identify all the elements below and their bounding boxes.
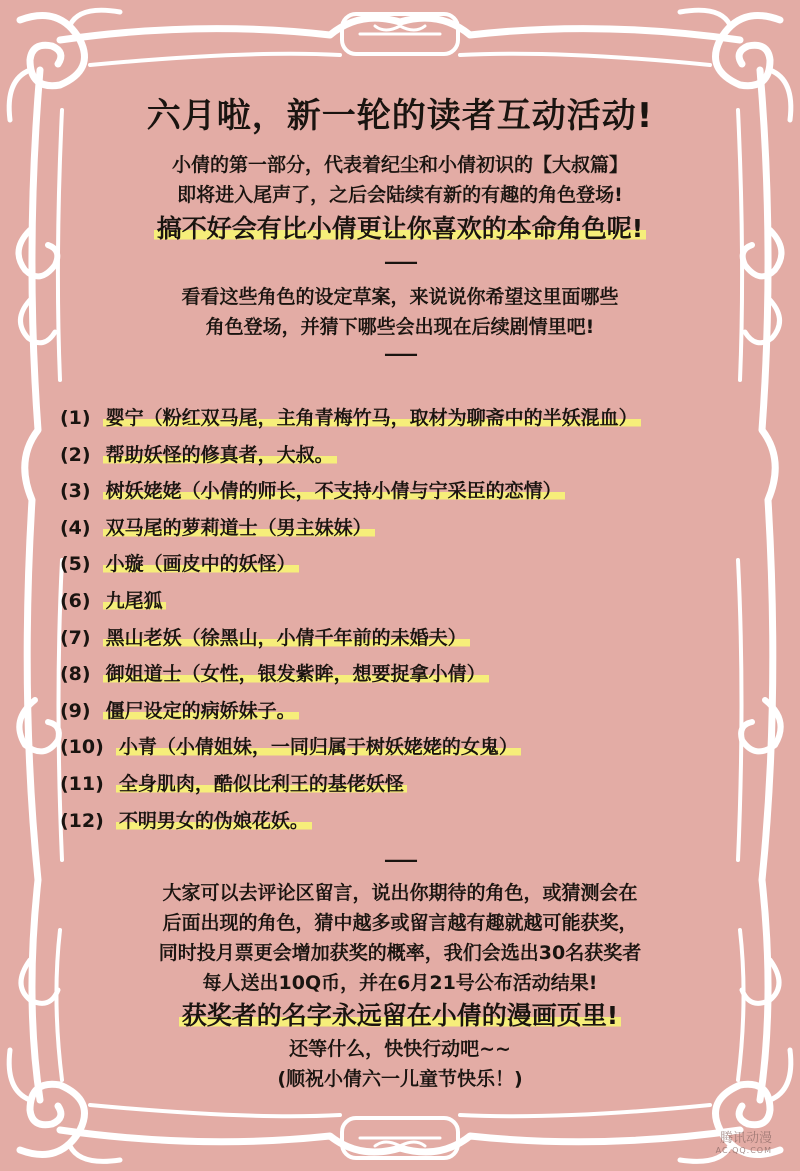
outro-line: 同时投月票更会增加获奖的概率，我们会选出30名获奖者	[158, 942, 642, 964]
character-list	[60, 400, 760, 839]
item-text: 婴宁（粉红双马尾，主角青梅竹马，取材为聊斋中的半妖混血）	[103, 407, 641, 429]
list-item	[60, 766, 760, 803]
list-item	[60, 803, 760, 840]
list-item	[60, 729, 760, 766]
item-number: (11)	[60, 772, 104, 795]
intro-highlight	[0, 210, 800, 248]
item-number: (12)	[60, 809, 104, 832]
outro-highlight-text: 获奖者的名字永远留在小倩的漫画页里!	[179, 1001, 621, 1030]
item-number: (8)	[60, 663, 91, 686]
outro-line: 每人送出10Q币，并在6月21号公布活动结果!	[202, 972, 598, 994]
outro-highlight	[0, 998, 800, 1034]
item-text: 双马尾的萝莉道士（男主妹妹）	[103, 517, 375, 539]
prompt-block	[0, 282, 800, 342]
item-number: (6)	[60, 589, 91, 612]
list-item	[60, 473, 760, 510]
list-item	[60, 620, 760, 657]
item-text: 全身肌肉，酷似比利王的基佬妖怪	[116, 773, 407, 795]
outro-line: 大家可以去评论区留言，说出你期待的角色，或猜测会在	[162, 882, 638, 904]
prompt-line: 看看这些角色的设定草案，来说说你希望这里面哪些	[181, 286, 619, 308]
outro-line: 后面出现的角色，猜中越多或留言越有趣就越可能获奖，	[162, 912, 638, 934]
intro-line: 即将进入尾声了，之后会陆续有新的有趣的角色登场!	[177, 184, 623, 206]
list-item	[60, 583, 760, 620]
item-number: (3)	[60, 480, 91, 503]
watermark-name: 腾讯动漫	[719, 1131, 772, 1146]
outro-block	[0, 878, 800, 1094]
list-item	[60, 437, 760, 474]
item-text: 不明男女的伪娘花妖。	[116, 810, 312, 832]
intro-block	[0, 150, 800, 248]
item-number: (2)	[60, 443, 91, 466]
item-text: 黑山老妖（徐黑山，小倩千年前的未婚夫）	[103, 627, 470, 649]
tencent-comic-watermark	[716, 1127, 772, 1155]
item-number: (10)	[60, 736, 104, 759]
item-text: 小璇（画皮中的妖怪）	[103, 553, 299, 575]
item-number: (9)	[60, 699, 91, 722]
prompt-line: 角色登场，并猜下哪些会出现在后续剧情里吧!	[205, 316, 595, 338]
list-item	[60, 510, 760, 547]
outro-line: 还等什么，快快行动吧~~	[289, 1038, 511, 1060]
divider-dash: ——	[384, 344, 416, 365]
list-item	[60, 693, 760, 730]
item-text: 九尾狐	[103, 590, 166, 612]
page-title: 六月啦，新一轮的读者互动活动!	[146, 96, 654, 136]
item-text: 僵尸设定的病娇妹子。	[103, 700, 299, 722]
item-number: (1)	[60, 407, 91, 429]
divider-dash: ——	[384, 850, 416, 871]
item-number: (4)	[60, 516, 91, 539]
item-text: 帮助妖怪的修真者，大叔。	[103, 444, 337, 466]
item-text: 树妖姥姥（小倩的师长，不支持小倩与宁采臣的恋情）	[103, 480, 565, 502]
item-text: 御姐道士（女性，银发紫眸，想要捉拿小倩）	[103, 663, 489, 685]
list-item	[60, 656, 760, 693]
intro-highlight-text: 搞不好会有比小倩更让你喜欢的本命角色呢!	[154, 214, 646, 243]
intro-line: 小倩的第一部分，代表着纪尘和小倩初识的【大叔篇】	[171, 154, 628, 176]
divider-dash: ——	[384, 252, 416, 273]
item-number: (5)	[60, 553, 91, 576]
list-item	[60, 546, 760, 583]
watermark-url: AC.QQ.COM	[715, 1146, 772, 1155]
item-number: (7)	[60, 626, 91, 649]
item-text: 小青（小倩姐妹，一同归属于树妖姥姥的女鬼）	[116, 736, 521, 758]
outro-line: (顺祝小倩六一儿童节快乐！)	[277, 1068, 523, 1090]
list-item	[60, 400, 760, 437]
